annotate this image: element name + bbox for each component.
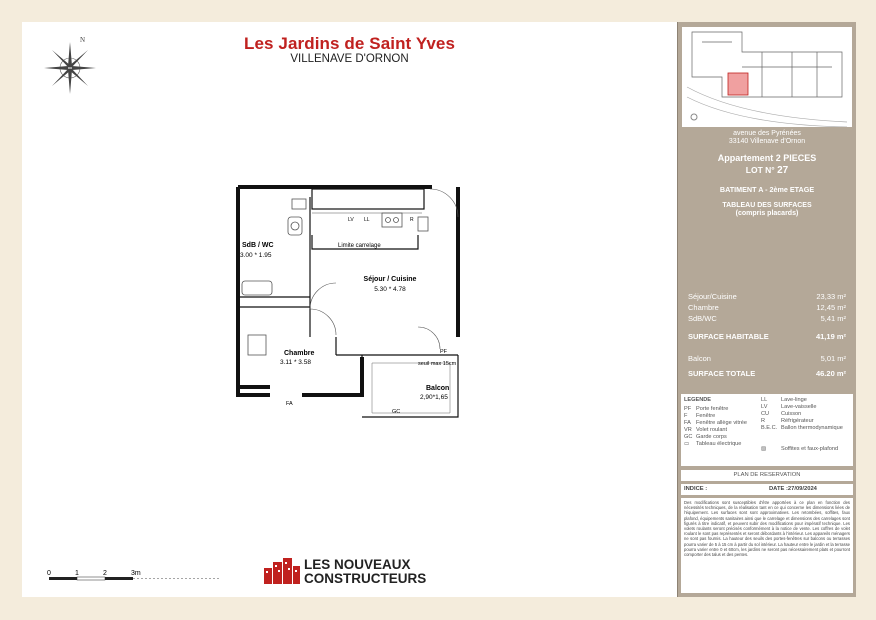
info-panel: [677, 22, 856, 597]
legend-item: [761, 411, 801, 417]
chambre-dims: 3.11 * 3.58: [280, 359, 311, 366]
lv-label: LV: [348, 217, 354, 223]
date-label: DATE :27/09/2024: [769, 486, 817, 492]
reservation-title: PLAN DE RESERVATION: [681, 470, 853, 481]
site-map: [682, 27, 852, 127]
chambre-label: Chambre: [284, 350, 315, 357]
scale-tick-1: 1: [75, 570, 79, 577]
site-map-drawing: [682, 27, 852, 127]
legend-text: Fenêtre: [696, 413, 716, 419]
lot-number: [678, 165, 856, 176]
soffit-hatch-icon: ▨: [761, 446, 767, 452]
balcon-surface-value: 5,01 m²: [820, 354, 846, 363]
surface-row: [688, 314, 846, 323]
balcon-dims: 2,90*1,65: [420, 394, 448, 401]
r-label: R: [410, 217, 414, 223]
project-title: Les Jardins de Saint Yves: [243, 34, 455, 53]
totale-value: 46.20 m²: [815, 369, 846, 378]
surface-label: Chambre: [688, 303, 719, 312]
lot-value: 27: [777, 165, 789, 176]
tableau-subtitle: (compris placards): [735, 210, 799, 217]
sdb-dims: 3.00 * 1.95: [240, 252, 272, 259]
legend-text: Porte fenêtre: [696, 406, 729, 412]
legend-item: [761, 397, 807, 403]
tableau-title: TABLEAU DES SURFACES: [722, 202, 812, 209]
legend-item: [684, 406, 728, 412]
balcon-row: [688, 354, 846, 363]
totale-label: SURFACE TOTALE: [688, 369, 756, 378]
brand-logo: [262, 554, 462, 594]
legend-item: [761, 425, 851, 431]
brand-line-1: LES NOUVEAUX: [304, 557, 411, 572]
legend-text: Ballon thermodynamique: [781, 425, 843, 431]
legend-item: [761, 418, 814, 424]
gc-label: GC: [392, 409, 401, 415]
legend-code: PF: [684, 406, 692, 412]
balcon-label: Balcon: [426, 385, 450, 392]
surface-value: 5,41 m²: [820, 314, 846, 323]
sdb-label: SdB / WC: [242, 242, 274, 249]
lot-prefix: LOT N°: [745, 165, 775, 175]
buildings-logo-icon: [262, 556, 302, 586]
legend-item: [684, 434, 727, 440]
legend-title: LEGENDE: [684, 397, 712, 403]
apartment-type: Appartement 2 PIECES: [717, 153, 817, 163]
legend-item: [761, 404, 816, 410]
floor-plan: [222, 177, 482, 427]
compass-rose-icon: [34, 30, 104, 100]
legend-text: Volet roulant: [696, 427, 728, 433]
surface-label: SdB/WC: [688, 314, 717, 323]
legend-code: R: [761, 418, 766, 424]
pf-label: PF: [440, 349, 448, 355]
project-city: VILLENAVE D'ORNON: [290, 53, 409, 65]
surface-habitable-row: [688, 332, 846, 341]
sejour-label: Séjour / Cuisine: [363, 276, 417, 283]
scale-bar: [47, 567, 227, 597]
sejour-dims: 5.30 * 4.78: [374, 286, 406, 293]
legend-code: LV: [761, 404, 768, 410]
legend-code: B.E.C.: [761, 425, 778, 431]
indice-label: INDICE :: [684, 486, 708, 492]
legend-item: [684, 420, 747, 426]
surface-value: 23,33 m²: [816, 292, 846, 301]
batiment-etage: BATIMENT A - 2ème ETAGE: [719, 185, 815, 194]
scale-tick-2: 2: [103, 570, 107, 577]
legend-item: [684, 441, 741, 447]
legend-code: CU: [761, 411, 770, 417]
plan-sheet: [22, 22, 677, 597]
legend-code: F: [684, 413, 688, 419]
legend-item: [684, 413, 715, 419]
compass-north-label: N: [80, 36, 86, 44]
scale-tick-0: 0: [47, 570, 51, 577]
indice-date-row: [681, 484, 853, 495]
legend-text: Fenêtre allège vitrée: [696, 420, 747, 426]
legend-text: Cuisson: [781, 411, 802, 417]
surface-value: 12,45 m²: [816, 303, 846, 312]
electric-panel-icon: ▭: [684, 441, 690, 447]
legend-text: Lave-linge: [781, 397, 807, 403]
legend-text: Réfrigérateur: [781, 418, 814, 424]
disclaimer-box: [681, 498, 853, 593]
limite-carrelage-label: Limite carrelage: [338, 243, 381, 249]
legend-text: Lave-vaisselle: [781, 404, 817, 410]
habitable-value: 41,19 m²: [815, 332, 846, 341]
legend-code: VR: [684, 427, 692, 433]
address-line-2: 33140 Villenave d'Ornon: [728, 138, 806, 145]
seuil-label: seuil max 15cm: [418, 361, 457, 367]
disclaimer-text: Des modifications sont susceptibles d'être apportées à ce plan en fonction des nécessités techniques, de la réalisation tant en ce qui concerne les dimensions liées de l'équipement. Les surfaces sont sont approximatives. Les retombées, soffites, faux plafond, équipements sanitaires ainsi que le carrelage et dimensions des carrelages sont figurés à titre indicatif, et peuvent subir des modifications pour impératif technique. Les volets roulants seront précisés conformément à la notice de vente. Les coffres de volet roulant le sont pas représentés et seront débordants à l'intérieur. Les appareils ménagers ne sont pas fournis. La hauteur des seuils des portes-fenêtres sur balcons ou terrasses pourra varier de 5 à 15 cm à partir du sol intérieur. La hauteur entre le jardin et la terrasse pourra varier entre 0 et 60cm, les jardins ne seront pas nécessairement plats et pourront comporter des talus et des pentes.: [684, 500, 850, 558]
legend-text: Tableau électrique: [696, 441, 742, 447]
ll-label: LL: [364, 217, 370, 223]
legend-code: LL: [761, 397, 768, 403]
surface-totale-row: [688, 369, 846, 378]
legend-code: GC: [684, 434, 693, 440]
legend-code: FA: [684, 420, 691, 426]
address-line-1: avenue des Pyrénées: [733, 130, 801, 137]
balcon-surface-label: Balcon: [688, 354, 711, 363]
legend-item: [761, 446, 838, 452]
legend-text: Garde corps: [696, 434, 727, 440]
surface-label: Séjour/Cuisine: [688, 292, 737, 301]
fa-label: FA: [286, 401, 293, 407]
surface-row: [688, 292, 846, 301]
legend-item: [684, 427, 727, 433]
legend-box: [681, 394, 853, 466]
scale-tick-3: 3m: [131, 570, 141, 577]
habitable-label: SURFACE HABITABLE: [688, 332, 769, 341]
surface-row: [688, 303, 846, 312]
legend-text: Soffites et faux-plafond: [781, 446, 839, 452]
brand-line-2: CONSTRUCTEURS: [304, 571, 427, 586]
